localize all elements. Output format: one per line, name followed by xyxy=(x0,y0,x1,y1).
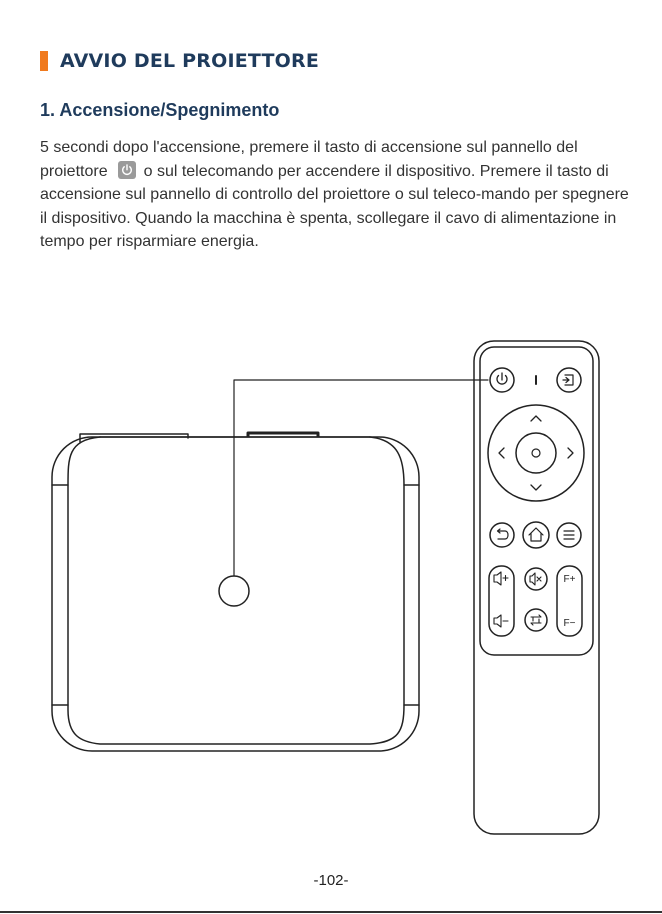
section-title: AVVIO DEL PROIETTORE xyxy=(60,50,320,72)
projector-illustration xyxy=(52,433,419,751)
projector-power-button xyxy=(219,576,249,606)
focus-plus-label: F+ xyxy=(563,574,576,585)
paragraph-text-part2: o sul telecomando per accendere il dispositivo. Premere il tasto di accensione sul pannello di controllo del proiettore o sul teleco-mando per spegnere il dispositivo. Quando la macchina è spenta, scollegare il cavo di alimentazione in tempo per risparmiare energia. xyxy=(40,162,629,250)
remote-home-button xyxy=(523,522,549,548)
remote-dpad xyxy=(488,405,584,501)
bottom-rule xyxy=(0,911,662,913)
power-icon xyxy=(118,161,136,179)
focus-minus-label: F− xyxy=(563,618,576,629)
remote-mute-button xyxy=(525,568,547,590)
section-header xyxy=(40,50,319,72)
subsection-title: 1. Accensione/Spegnimento xyxy=(40,100,280,120)
projector-remote-illustration xyxy=(0,330,662,840)
remote-control-illustration xyxy=(474,341,599,834)
callout-line xyxy=(234,380,488,576)
instructions-paragraph xyxy=(40,136,630,254)
section-accent-bar xyxy=(40,51,48,71)
page-number: -102- xyxy=(313,872,349,889)
remote-ok-button xyxy=(516,433,556,473)
paragraph-text-part1: 5 secondi dopo l'accensione, premere il tasto di accensione sul pannello del proiettore xyxy=(40,139,578,180)
remote-back-button xyxy=(490,523,514,547)
remote-keystone-button xyxy=(525,609,547,631)
